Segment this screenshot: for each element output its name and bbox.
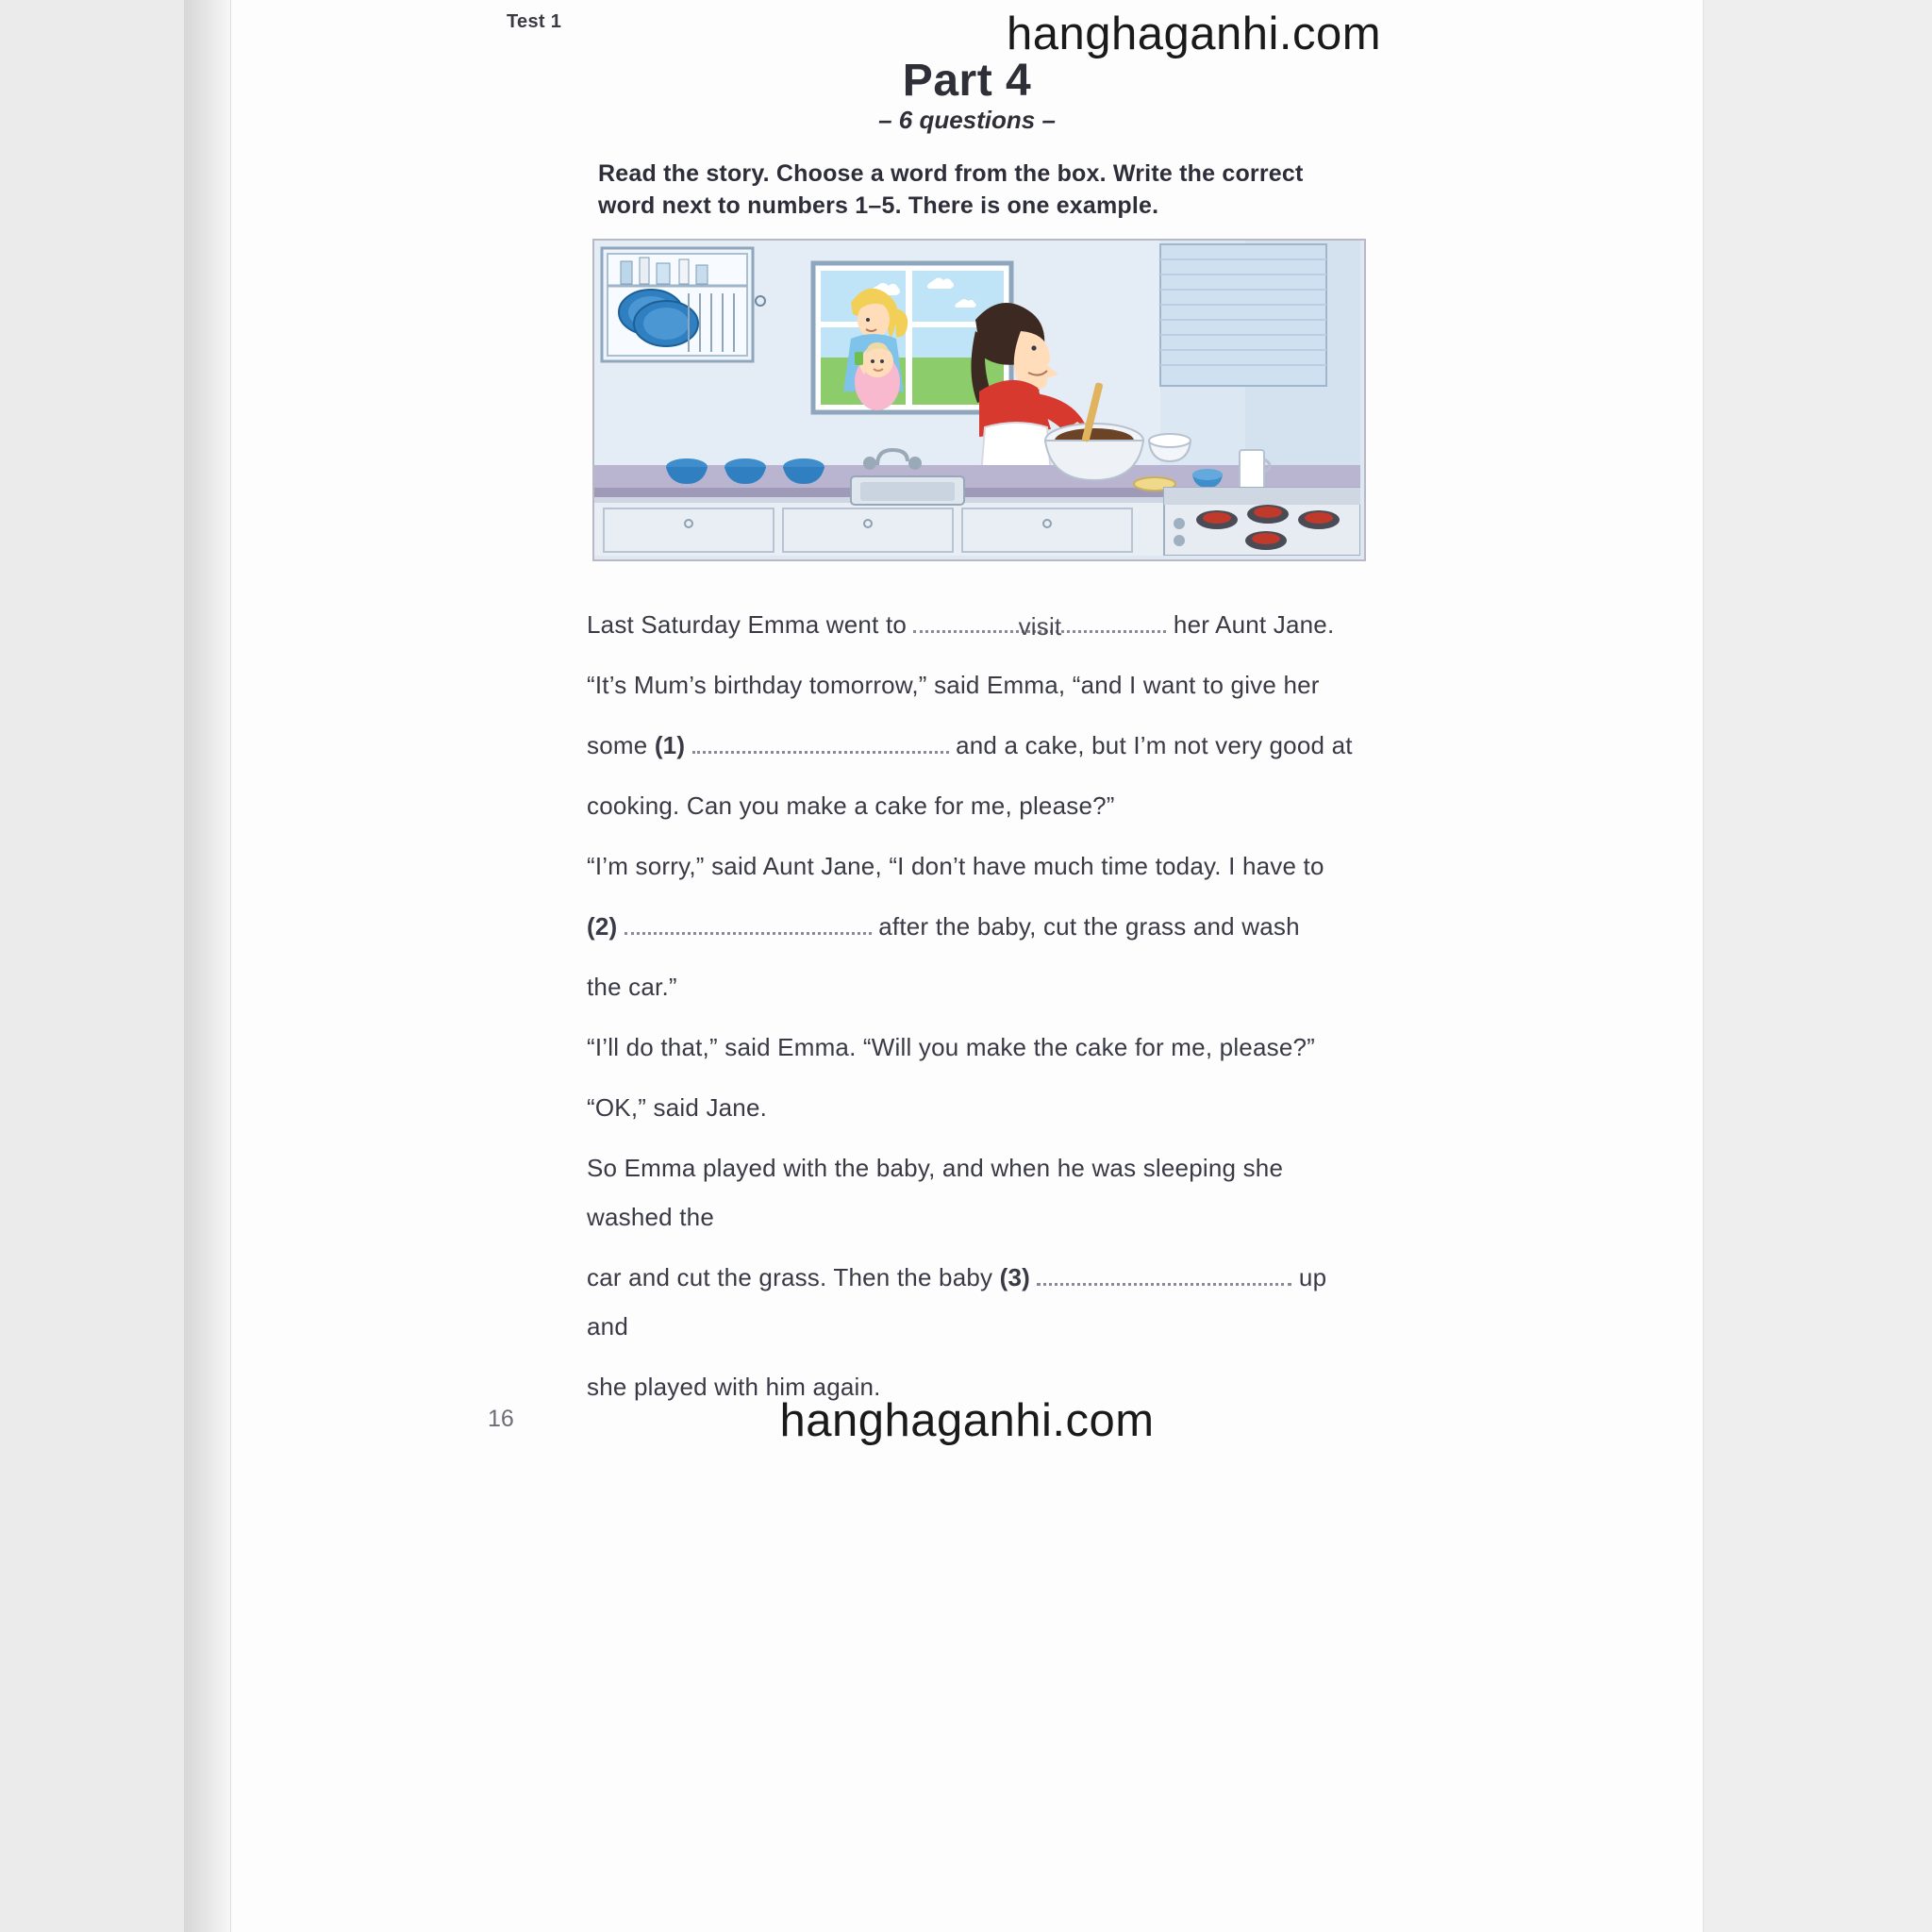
watermark-top: hanghaganhi.com <box>1007 8 1382 59</box>
watermark-bottom: hanghaganhi.com <box>779 1395 1155 1446</box>
story-line-7: the car.” <box>587 973 677 1001</box>
page-title: Part 4 <box>902 56 1032 106</box>
question-count-subtitle: – 6 questions – <box>878 106 1056 134</box>
answer-blank-2[interactable] <box>625 932 872 935</box>
test-label: Test 1 <box>507 11 562 32</box>
story-line-11-before: car and cut the grass. Then the baby <box>587 1263 993 1291</box>
story-line-5: “I’m sorry,” said Aunt Jane, “I don’t have much time today. I have to <box>587 852 1324 880</box>
question-number-1: (1) <box>654 731 686 759</box>
story-line-11 <box>587 1253 1370 1351</box>
book-right-edge <box>1703 0 1932 1932</box>
story-line-1 <box>587 600 1370 649</box>
answer-blank-3[interactable] <box>1037 1283 1291 1286</box>
story-line-9: “OK,” said Jane. <box>587 1093 768 1122</box>
story-line-4: cooking. Can you make a cake for me, please?” <box>587 791 1115 820</box>
story-line-3 <box>587 721 1370 770</box>
story-line-11-after: up and <box>587 1263 1327 1341</box>
story-line-1-before: Last Saturday Emma went to <box>587 610 908 639</box>
story-line-6-after: after the baby, cut the grass and wash <box>878 912 1300 941</box>
kitchen-illustration-svg <box>594 241 1360 556</box>
instructions-text: Read the story. Choose a word from the box. Write the correct word next to numbers 1–5. There is one example. <box>598 160 1304 219</box>
illustration-kitchen-scene <box>592 239 1366 561</box>
story-line-3-after: and a cake, but I’m not very good at <box>956 731 1353 759</box>
story-line-8: “I’ll do that,” said Emma. “Will you make the cake for me, please?” <box>587 1033 1316 1061</box>
story-line-12: she played with him again. <box>587 1373 881 1401</box>
page-number: 16 <box>488 1406 514 1432</box>
answer-blank-example[interactable] <box>913 612 1166 641</box>
story-text <box>587 600 1370 1423</box>
question-number-2: (2) <box>587 912 618 941</box>
answer-blank-1[interactable] <box>692 751 949 754</box>
book-left-edge <box>0 0 185 1932</box>
story-line-10: So Emma played with the baby, and when he was sleeping she washed the <box>587 1154 1284 1231</box>
story-line-3-before: some <box>587 731 648 759</box>
story-line-6 <box>587 902 1370 951</box>
story-line-1-after: her Aunt Jane. <box>1173 610 1335 639</box>
page-sheet <box>231 0 1703 1932</box>
story-line-2: “It’s Mum’s birthday tomorrow,” said Emma, “and I want to give her <box>587 671 1320 699</box>
book-gutter-shadow <box>184 0 236 1932</box>
question-number-3: (3) <box>999 1263 1031 1291</box>
example-answer: visit <box>1018 612 1062 641</box>
